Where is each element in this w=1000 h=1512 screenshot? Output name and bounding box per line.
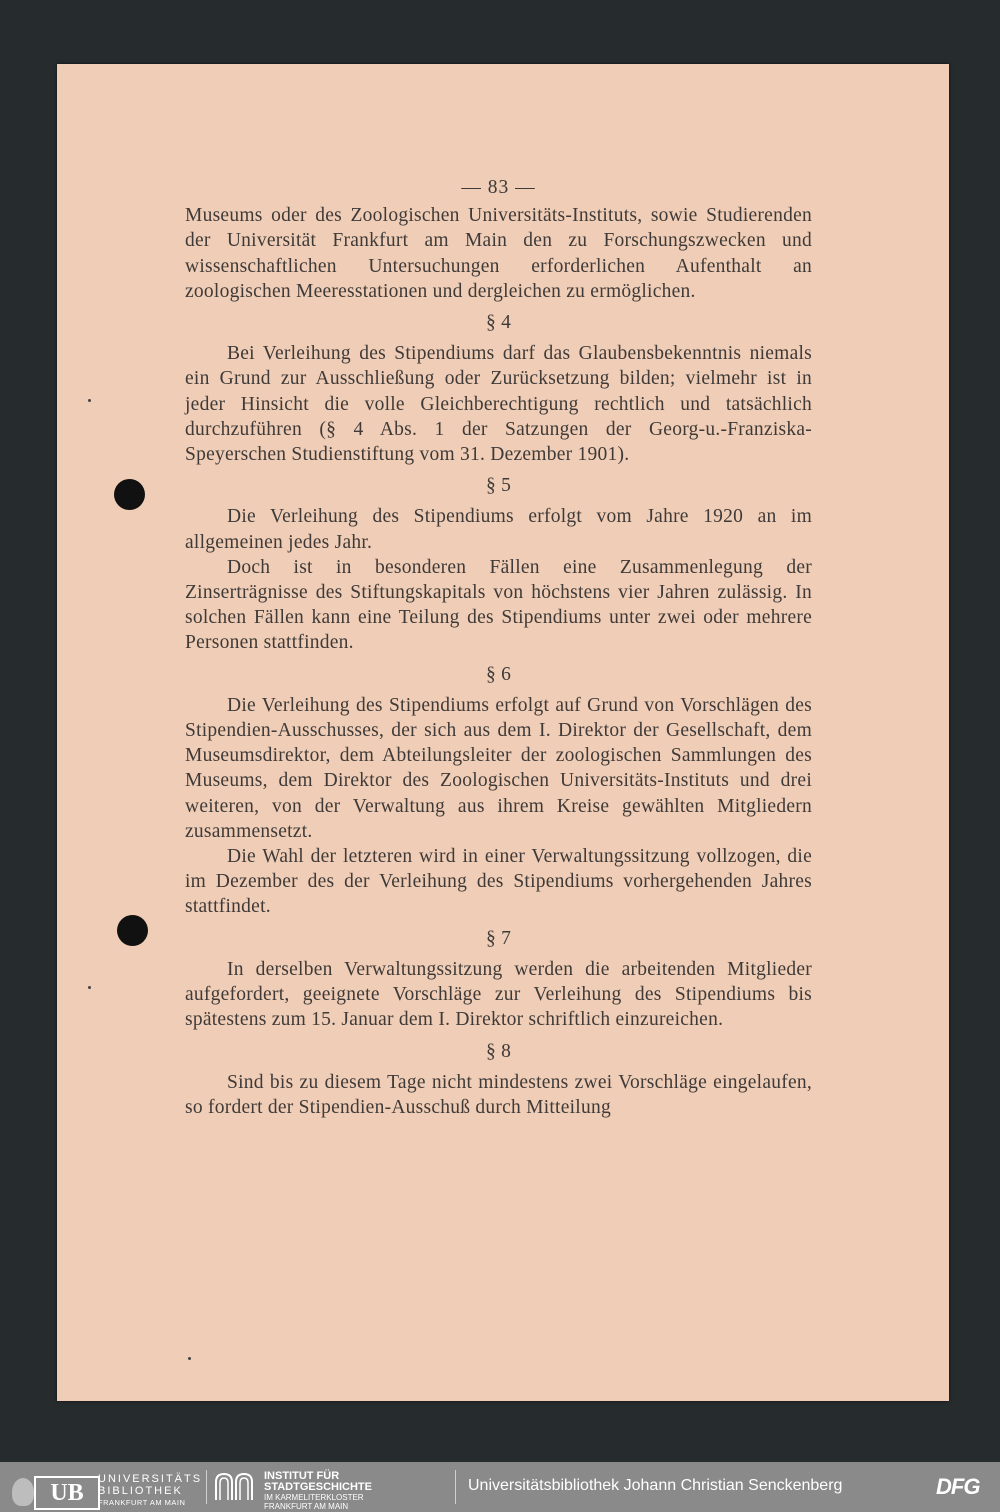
portrait-icon <box>12 1478 34 1506</box>
paragraph: Doch ist in besonderen Fällen eine Zusammenlegung der Zinserträgnisse des Stiftungskapitals von höchstens vier Jahren zulässig. In solchen Fällen kann eine Teilung des Stipendiums unter zwei oder mehrere Personen stattfinden. <box>185 556 812 654</box>
footer-bar <box>0 1462 1000 1512</box>
isg-line1: INSTITUT FÜR <box>264 1470 340 1482</box>
ub-line1: UNIVERSITÄTS <box>98 1473 203 1485</box>
paragraph: Die Verleihung des Stipendiums erfolgt vom Jahre 1920 an im allgemeinen jedes Jahr. <box>185 506 812 553</box>
paper-speck <box>88 986 91 989</box>
isg-line2: STADTGESCHICHTE <box>264 1481 372 1493</box>
paragraph: Sind bis zu diesem Tage nicht mindestens zwei Vorschläge eingelaufen, so fordert der Stipendien-Ausschuß durch Mitteilung <box>185 1071 812 1118</box>
document-body <box>185 203 812 1120</box>
paragraph: Die Wahl der letzteren wird in einer Verwaltungssitzung vollzogen, die im Dezember des der Verleihung des Stipendiums vorhergehenden Jahres stattfindet. <box>185 846 812 918</box>
paragraph: In derselben Verwaltungssitzung werden die arbeitenden Mitglieder aufgefordert, geeignete Vorschläge zur Verleihung des Stipendiums bis spätestens zum 15. Januar dem I. Direktor schriftlich einzureichen. <box>185 958 812 1031</box>
divider <box>206 1470 207 1504</box>
paragraph: Bei Verleihung des Stipendiums darf das Glaubensbekenntnis niemals ein Grund zur Ausschließung oder Zurücksetzung bilden; vielmehr ist in jeder Hinsicht die volle Gleichberechtigung rechtlich und tatsächlich durchzuführen (§ 4 Abs. 1 der Satzungen der Georg-u.-Franziska-Speyerschen Studienstiftung vom 31. Dezember 1901). <box>185 343 812 466</box>
section-heading: § 8 <box>485 1040 512 1062</box>
ub-name <box>98 1473 202 1509</box>
punch-hole <box>114 479 145 510</box>
ub-line2: BIBLIOTHEK <box>98 1485 183 1497</box>
paper-speck <box>188 1357 191 1360</box>
institute-name <box>264 1471 372 1511</box>
institute-arch-icon <box>214 1472 254 1502</box>
page-number: — 83 — <box>461 177 536 198</box>
dfg-logo[interactable]: DFG <box>936 1474 980 1499</box>
section-heading: § 7 <box>485 927 512 949</box>
section-heading: § 6 <box>485 663 512 685</box>
isg-line4: FRANKFURT AM MAIN <box>264 1502 349 1511</box>
isg-line3: IM KARMELITERKLOSTER <box>264 1493 364 1502</box>
punch-hole <box>117 915 148 946</box>
ub-line3: FRANKFURT AM MAIN <box>98 1498 186 1507</box>
ub-abbrev: UB <box>34 1476 100 1510</box>
paragraph: Museums oder des Zoologischen Universitäts-Instituts, sowie Studierenden der Universität Frankfurt am Main den zu Forschungszwecken und wissenschaftlichen Untersuchungen erforderlichen Aufenthalt an zoologischen Meeresstationen und dergleichen zu ermöglichen. <box>185 205 812 302</box>
divider <box>455 1470 456 1504</box>
paragraph: Die Verleihung des Stipendiums erfolgt auf Grund von Vorschlägen des Stipendien-Ausschusses, der sich aus dem I. Direktor der Gesellschaft, dem Museumsdirektor, dem Abteilungsleiter der zoologischen Sammlungen des Museums, dem Direktor des Zoologischen Universitäts-Instituts und drei weiteren, von der Verwaltung aus ihrem Kreise gewählten Mitgliedern zusammensetzt. <box>185 694 812 842</box>
ub-logo[interactable] <box>6 1470 94 1506</box>
section-heading: § 5 <box>485 475 512 497</box>
paper-speck <box>88 399 91 402</box>
library-name-link[interactable]: Universitätsbibliothek Johann Christian Senckenberg <box>468 1477 843 1494</box>
section-heading: § 4 <box>485 312 512 334</box>
document-text <box>185 175 812 1120</box>
